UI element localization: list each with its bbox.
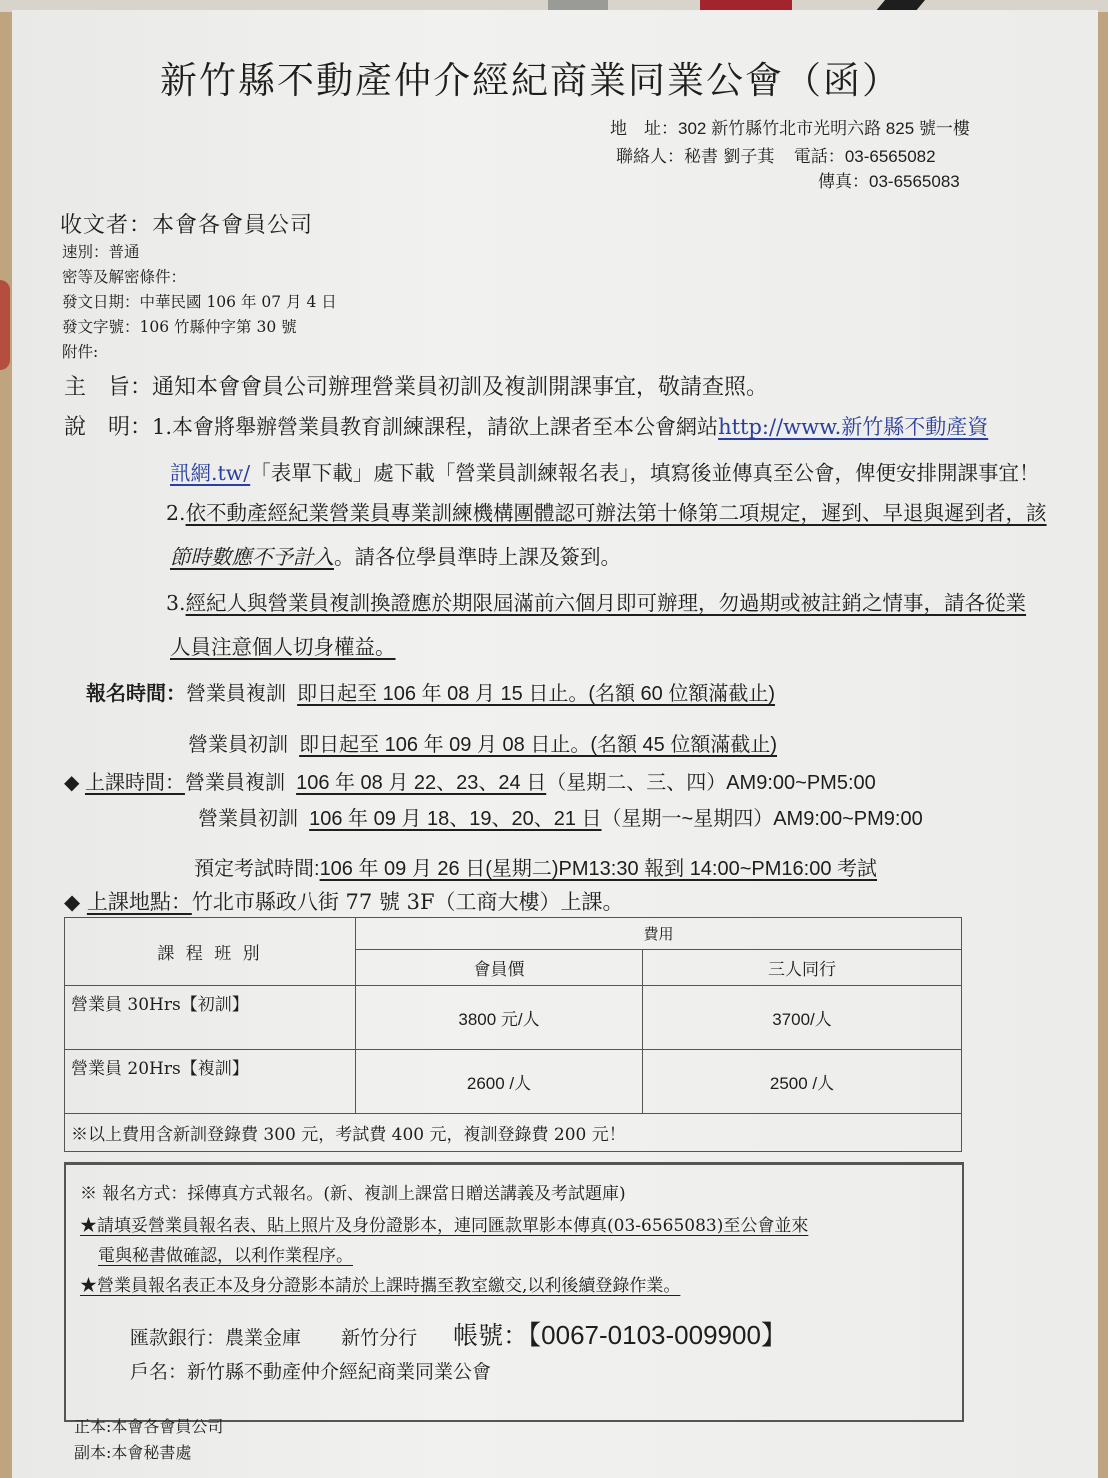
bank-info: 匯款銀行：農業金庫 新竹分行 帳號：【0067-0103-009900】 bbox=[130, 1320, 787, 1350]
explanation-item-3: 3.經紀人與營業員複訓換證應於期限屆滿前六個月即可辦理，勿過期或被註銷之情事，請各從業 bbox=[166, 591, 1027, 615]
signup-step-1: ★請填妥營業員報名表、貼上照片及身份證影本，連同匯款單影本傳真(03-6565083)至公會並來 bbox=[80, 1216, 809, 1236]
fee-table bbox=[64, 917, 962, 1152]
header-member-price: 會員價 bbox=[356, 950, 643, 986]
account-holder: 戶名：新竹縣不動產仲介經紀商業同業公會 bbox=[130, 1361, 492, 1383]
header-course: 課 程 班 別 bbox=[65, 918, 356, 986]
registration-row-initial: 營業員初訓 即日起至 106 年 09 月 08 日止。(名額 45 位額滿截止) bbox=[188, 734, 778, 756]
header-address: 地 址：302 新竹縣竹北市光明六路 825 號一樓 bbox=[610, 119, 970, 139]
table-row: 營業員 30Hrs【初訓】 3800 元/人 3700/人 bbox=[65, 986, 962, 1050]
schedule-row-refresher: ◆ 上課時間：營業員複訓 106 年 08 月 22、23、24 日（星期二、三、四）AM9:00~PM5:00 bbox=[64, 770, 876, 794]
fee-note: ※以上費用含新訓登錄費 300 元，考試費 400 元，複訓登錄費 200 元！ bbox=[65, 1114, 962, 1152]
explanation-item-2: 2.依不動產經紀業營業員專業訓練機構團體認可辦法第十條第二項規定，遲到、早退與遲到者，該 bbox=[166, 501, 1047, 525]
document-title: 新竹縣不動產仲介經紀商業同業公會（函） bbox=[160, 59, 901, 102]
meta-ref-number: 發文字號：106 竹縣仲字第 30 號 bbox=[62, 318, 297, 336]
meta-date: 發文日期：中華民國 106 年 07 月 4 日 bbox=[62, 293, 337, 311]
meta-attachment: 附件: bbox=[62, 343, 99, 361]
website-link-cont[interactable]: 訊網.tw/ bbox=[170, 461, 251, 485]
account-number: 【0067-0103-009900】 bbox=[528, 1320, 787, 1350]
diamond-bullet-icon: ◆ bbox=[64, 770, 80, 794]
distribution-copy: 副本:本會秘書處 bbox=[74, 1443, 192, 1462]
document-page bbox=[12, 10, 1098, 1478]
website-link[interactable]: http://www.新竹縣不動產資 bbox=[718, 415, 989, 439]
signup-method: ※ 報名方式：採傳真方式報名。(新、複訓上課當日贈送講義及考試題庫) bbox=[80, 1184, 626, 1204]
explanation-item-1: 說 明：1.本會將舉辦營業員教育訓練課程，請欲上課者至本公會網站http://www.新竹縣不動產資 bbox=[64, 415, 989, 440]
diamond-bullet-icon: ◆ bbox=[64, 890, 81, 914]
signup-box bbox=[64, 1162, 964, 1422]
explanation-item-2-cont: 節時數應不予計入。請各位學員準時上課及簽到。 bbox=[170, 545, 621, 569]
recipient: 收文者：本會各會員公司 bbox=[60, 213, 314, 238]
registration-row-refresher: 報名時間：營業員複訓 即日起至 106 年 08 月 15 日止。(名額 60 位額滿截止) bbox=[86, 683, 776, 705]
distribution-original: 正本:本會各會員公司 bbox=[74, 1417, 224, 1436]
meta-speed: 速別：普通 bbox=[62, 243, 140, 261]
header-contact: 聯絡人：秘書 劉子萁 電話：03-6565082 bbox=[616, 147, 936, 167]
header-group-price: 三人同行 bbox=[643, 950, 962, 986]
location: ◆ 上課地點：竹北市縣政八街 77 號 3F（工商大樓）上課。 bbox=[64, 890, 624, 914]
explanation-item-1-cont: 訊網.tw/「表單下載」處下載「營業員訓練報名表」，填寫後並傳真至公會，俾便安排開課事宜！ bbox=[170, 461, 1040, 485]
subject: 主 旨：通知本會會員公司辦理營業員初訓及複訓開課事宜，敬請查照。 bbox=[64, 375, 769, 400]
signup-step-2: ★營業員報名表正本及身分證影本請於上課時攜至教室繳交,以利後續登錄作業。 bbox=[80, 1276, 681, 1296]
header-fax: 傳真：03-6565083 bbox=[818, 172, 960, 192]
exam-time: 預定考試時間:106 年 09 月 26 日(星期二)PM13:30 報到 14:00~PM16:00 考試 bbox=[194, 858, 878, 880]
red-stamp-edge bbox=[0, 280, 10, 370]
header-fee: 費用 bbox=[356, 918, 962, 950]
explanation-item-3-cont: 人員注意個人切身權益。 bbox=[170, 635, 396, 659]
meta-classification: 密等及解密條件： bbox=[62, 268, 187, 286]
table-row: 營業員 20Hrs【複訓】 2600 /人 2500 /人 bbox=[65, 1050, 962, 1114]
signup-step-1-cont: 電與秘書做確認，以利作業程序。 bbox=[98, 1246, 353, 1266]
schedule-row-initial: 營業員初訓 106 年 09 月 18、19、20、21 日（星期一~星期四）AM9:00~PM9:00 bbox=[198, 808, 923, 830]
